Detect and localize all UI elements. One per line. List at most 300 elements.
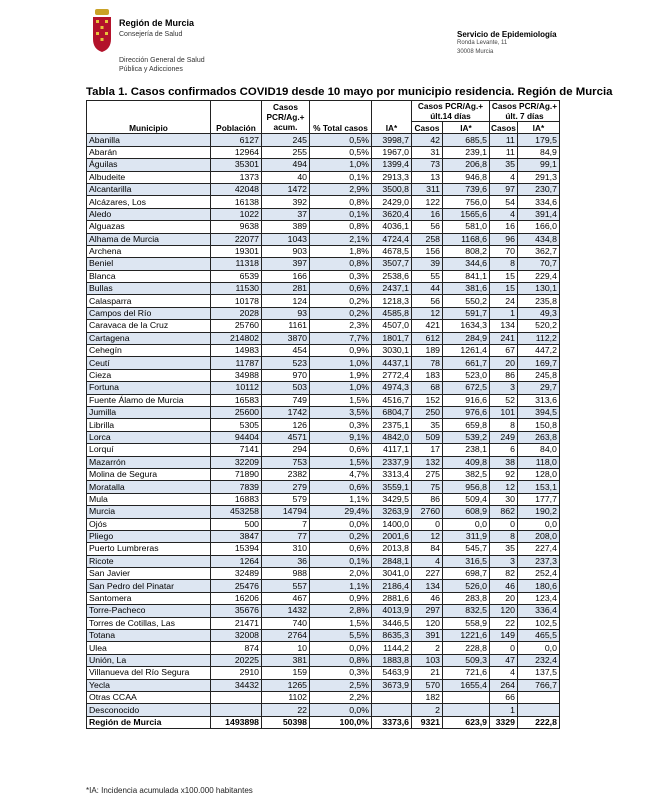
- table-row: [87, 394, 560, 406]
- cell-value: 4516,7: [372, 394, 412, 406]
- cell-value: 976,6: [443, 406, 490, 418]
- cell-value: 283,8: [443, 592, 490, 604]
- cell-value: 4842,0: [372, 431, 412, 443]
- cell-value: 97: [490, 183, 518, 195]
- cell-value: 1,0%: [310, 357, 372, 369]
- cell-value: 392: [262, 196, 310, 208]
- cell-value: 2,3%: [310, 320, 372, 332]
- service-address-2: 30008 Murcia: [457, 49, 494, 55]
- cell-municipio: Águilas: [87, 159, 211, 171]
- cell-value: 4,7%: [310, 468, 372, 480]
- cell-value: 4: [490, 171, 518, 183]
- table-row: [87, 468, 560, 480]
- cell-value: 15: [490, 270, 518, 282]
- cell-value: 1432: [262, 605, 310, 617]
- cell-value: 454: [262, 345, 310, 357]
- cell-value: 31: [412, 146, 443, 158]
- cell-value: 1,0%: [310, 382, 372, 394]
- cell-value: 70: [490, 245, 518, 257]
- table-row: [87, 481, 560, 493]
- table-row: [87, 171, 560, 183]
- footnote: *IA: Incidencia acumulada x100.000 habitantes: [86, 786, 253, 795]
- cell-value: 241: [490, 332, 518, 344]
- cell-municipio: Ricote: [87, 555, 211, 567]
- cell-value: 389: [262, 221, 310, 233]
- cell-value: 12964: [211, 146, 262, 158]
- cell-value: 3373,6: [372, 716, 412, 728]
- table-row: [87, 431, 560, 443]
- cell-value: 1264: [211, 555, 262, 567]
- cell-value: 509: [412, 431, 443, 443]
- cell-value: 8: [490, 258, 518, 270]
- cell-value: 1,9%: [310, 369, 372, 381]
- header-casos-acum: Casos PCR/Ag.+ acum.: [262, 101, 310, 134]
- cell-value: 182: [412, 691, 443, 703]
- cell-municipio: Campos del Río: [87, 307, 211, 319]
- cell-value: 0,2%: [310, 307, 372, 319]
- cell-value: 494: [262, 159, 310, 171]
- cell-value: 36: [262, 555, 310, 567]
- cell-value: 916,6: [443, 394, 490, 406]
- cell-value: 35: [412, 419, 443, 431]
- cell-value: 4678,5: [372, 245, 412, 257]
- cell-value: 232,4: [517, 654, 559, 666]
- cell-municipio: Alcantarilla: [87, 183, 211, 195]
- cell-value: 25476: [211, 580, 262, 592]
- cell-municipio: Torres de Cotillas, Las: [87, 617, 211, 629]
- cell-value: 229,4: [517, 270, 559, 282]
- cell-value: 166: [262, 270, 310, 282]
- cell-value: 2764: [262, 630, 310, 642]
- cell-value: 49,3: [517, 307, 559, 319]
- cell-value: 156: [412, 245, 443, 257]
- cell-value: [372, 691, 412, 703]
- cell-value: 1967,0: [372, 146, 412, 158]
- service-title: Servicio de Epidemiología: [457, 30, 557, 39]
- cell-value: [372, 704, 412, 716]
- cell-value: 22077: [211, 233, 262, 245]
- cell-value: 0,6%: [310, 283, 372, 295]
- cell-value: 336,4: [517, 605, 559, 617]
- cell-value: 56: [412, 221, 443, 233]
- header-pct-total: % Total casos: [310, 101, 372, 134]
- cell-value: 1565,6: [443, 208, 490, 220]
- cell-value: 313,6: [517, 394, 559, 406]
- cell-municipio: Torre-Pacheco: [87, 605, 211, 617]
- cell-value: 1,8%: [310, 245, 372, 257]
- cell-value: 84,0: [517, 444, 559, 456]
- cell-value: [443, 691, 490, 703]
- cell-value: 382,5: [443, 468, 490, 480]
- cell-value: 128,0: [517, 468, 559, 480]
- cell-value: 1,0%: [310, 159, 372, 171]
- table-row: [87, 642, 560, 654]
- cell-value: 2848,1: [372, 555, 412, 567]
- header-casos-14: Casos: [412, 122, 443, 134]
- table-row: [87, 419, 560, 431]
- table-row: [87, 221, 560, 233]
- cell-value: 11318: [211, 258, 262, 270]
- cell-value: 190,2: [517, 506, 559, 518]
- cell-value: 2337,9: [372, 456, 412, 468]
- cell-value: 75: [412, 481, 443, 493]
- cell-value: 0,0%: [310, 704, 372, 716]
- cell-municipio: Blanca: [87, 270, 211, 282]
- cell-value: 0: [412, 518, 443, 530]
- cell-value: 0,6%: [310, 444, 372, 456]
- cell-value: 4036,1: [372, 221, 412, 233]
- cell-value: 672,5: [443, 382, 490, 394]
- cell-value: 132: [412, 456, 443, 468]
- cell-value: 1043: [262, 233, 310, 245]
- cell-value: 3313,4: [372, 468, 412, 480]
- cell-municipio: Aledo: [87, 208, 211, 220]
- cell-value: 0,3%: [310, 419, 372, 431]
- cell-value: 0: [490, 642, 518, 654]
- cell-municipio: Desconocido: [87, 704, 211, 716]
- table-row: [87, 580, 560, 592]
- cell-value: 832,5: [443, 605, 490, 617]
- cell-municipio: Cehegín: [87, 345, 211, 357]
- cell-value: 20: [490, 592, 518, 604]
- cell-value: 34988: [211, 369, 262, 381]
- cell-value: 6539: [211, 270, 262, 282]
- cell-value: 294: [262, 444, 310, 456]
- cell-value: 29,7: [517, 382, 559, 394]
- cell-value: 0,5%: [310, 146, 372, 158]
- cell-municipio: Alguazas: [87, 221, 211, 233]
- cell-value: 2186,4: [372, 580, 412, 592]
- cell-municipio: Cartagena: [87, 332, 211, 344]
- cell-value: 3500,8: [372, 183, 412, 195]
- cell-value: 35676: [211, 605, 262, 617]
- cell-value: 0,2%: [310, 295, 372, 307]
- cell-municipio: Ceutí: [87, 357, 211, 369]
- cell-value: 4013,9: [372, 605, 412, 617]
- table-row: [87, 406, 560, 418]
- table-row: [87, 332, 560, 344]
- cell-value: 1265: [262, 679, 310, 691]
- cell-value: 13: [412, 171, 443, 183]
- cell-value: 1472: [262, 183, 310, 195]
- cell-municipio: San Javier: [87, 568, 211, 580]
- cell-value: 5463,9: [372, 667, 412, 679]
- cell-value: 4571: [262, 431, 310, 443]
- cell-value: 0,9%: [310, 592, 372, 604]
- cell-value: 42: [412, 134, 443, 146]
- cell-value: 2913,3: [372, 171, 412, 183]
- cell-value: 15: [490, 283, 518, 295]
- cell-value: 2,5%: [310, 679, 372, 691]
- cell-value: 3: [490, 382, 518, 394]
- table-row: [87, 159, 560, 171]
- table-row: [87, 270, 560, 282]
- cell-value: 3263,9: [372, 506, 412, 518]
- cell-municipio: Cieza: [87, 369, 211, 381]
- cell-municipio: Abanilla: [87, 134, 211, 146]
- cell-value: 227: [412, 568, 443, 580]
- cell-municipio: Mazarrón: [87, 456, 211, 468]
- cell-municipio: Puerto Lumbreras: [87, 543, 211, 555]
- cell-value: 3847: [211, 530, 262, 542]
- cell-value: 550,2: [443, 295, 490, 307]
- cell-value: 134: [490, 320, 518, 332]
- cell-value: 1: [490, 704, 518, 716]
- table-row: [87, 605, 560, 617]
- cell-value: 1,1%: [310, 580, 372, 592]
- cell-value: 11: [490, 146, 518, 158]
- cell-value: 2375,1: [372, 419, 412, 431]
- cell-value: 503: [262, 382, 310, 394]
- cell-value: 29,4%: [310, 506, 372, 518]
- cell-municipio: Lorca: [87, 431, 211, 443]
- cell-value: 120: [412, 617, 443, 629]
- cell-value: 4: [412, 555, 443, 567]
- cell-value: 239,1: [443, 146, 490, 158]
- cell-value: 67: [490, 345, 518, 357]
- cell-value: 16206: [211, 592, 262, 604]
- table-row: [87, 679, 560, 691]
- cell-value: 4437,1: [372, 357, 412, 369]
- cell-value: 4: [490, 208, 518, 220]
- cell-value: 447,2: [517, 345, 559, 357]
- table-row: [87, 530, 560, 542]
- cell-value: 189: [412, 345, 443, 357]
- cell-value: 169,7: [517, 357, 559, 369]
- cell-value: 0: [490, 518, 518, 530]
- cell-value: 15394: [211, 543, 262, 555]
- cell-value: 35: [490, 543, 518, 555]
- cell-value: 1218,3: [372, 295, 412, 307]
- cell-value: 557: [262, 580, 310, 592]
- cell-value: 2910: [211, 667, 262, 679]
- cell-value: 47: [490, 654, 518, 666]
- table-row: [87, 369, 560, 381]
- cell-value: 2772,4: [372, 369, 412, 381]
- cell-value: 1: [490, 307, 518, 319]
- cell-value: 12: [412, 307, 443, 319]
- cell-value: 126: [262, 419, 310, 431]
- cell-value: 94404: [211, 431, 262, 443]
- table-row: [87, 283, 560, 295]
- cell-municipio: Región de Murcia: [87, 716, 211, 728]
- cell-value: 122: [412, 196, 443, 208]
- cell-value: 235,8: [517, 295, 559, 307]
- cell-value: 2028: [211, 307, 262, 319]
- service-header: [457, 30, 557, 57]
- cell-municipio: Caravaca de la Cruz: [87, 320, 211, 332]
- cell-value: 44: [412, 283, 443, 295]
- cell-value: 38: [490, 456, 518, 468]
- region-murcia-logo: [91, 9, 113, 53]
- cell-municipio: Molina de Segura: [87, 468, 211, 480]
- cell-value: 612: [412, 332, 443, 344]
- cell-value: 237,3: [517, 555, 559, 567]
- cell-value: 311: [412, 183, 443, 195]
- cell-value: 10: [262, 642, 310, 654]
- table-row: [87, 307, 560, 319]
- cell-value: 397: [262, 258, 310, 270]
- cell-value: 523,0: [443, 369, 490, 381]
- cell-value: 25600: [211, 406, 262, 418]
- cell-value: 2538,6: [372, 270, 412, 282]
- cell-value: 50398: [262, 716, 310, 728]
- cell-value: 4507,0: [372, 320, 412, 332]
- cell-value: 214802: [211, 332, 262, 344]
- cell-value: 3041,0: [372, 568, 412, 580]
- cell-value: 11530: [211, 283, 262, 295]
- table-row: [87, 208, 560, 220]
- cell-value: 101: [490, 406, 518, 418]
- table-row: [87, 258, 560, 270]
- cell-value: 100,0%: [310, 716, 372, 728]
- cell-municipio: Otras CCAA: [87, 691, 211, 703]
- cell-value: 2760: [412, 506, 443, 518]
- region-header: [119, 18, 194, 40]
- cell-value: 22: [262, 704, 310, 716]
- table-row: [87, 568, 560, 580]
- cell-value: 4: [490, 667, 518, 679]
- table-row: [87, 345, 560, 357]
- cell-value: 137,5: [517, 667, 559, 679]
- cell-value: 1,5%: [310, 394, 372, 406]
- cell-municipio: Calasparra: [87, 295, 211, 307]
- cell-value: 0,8%: [310, 258, 372, 270]
- cell-value: 1,1%: [310, 493, 372, 505]
- cell-value: 159: [262, 667, 310, 679]
- cell-value: 0,0%: [310, 642, 372, 654]
- dg-line-1: Dirección General de Salud: [119, 57, 205, 64]
- cell-value: 0,3%: [310, 270, 372, 282]
- cell-value: 20: [490, 357, 518, 369]
- cell-value: 9,1%: [310, 431, 372, 443]
- cell-value: 24: [490, 295, 518, 307]
- table-row: [87, 543, 560, 555]
- cell-value: 21: [412, 667, 443, 679]
- cell-value: 874: [211, 642, 262, 654]
- cell-value: 228,8: [443, 642, 490, 654]
- cell-municipio: Fortuna: [87, 382, 211, 394]
- cell-value: 570: [412, 679, 443, 691]
- cell-value: 539,2: [443, 431, 490, 443]
- cell-value: 1221,6: [443, 630, 490, 642]
- header-ia: IA*: [372, 101, 412, 134]
- cell-value: 1493898: [211, 716, 262, 728]
- table-row: [87, 134, 560, 146]
- cell-value: 391,4: [517, 208, 559, 220]
- cell-value: 0,0%: [310, 518, 372, 530]
- cell-value: 311,9: [443, 530, 490, 542]
- cell-value: 9321: [412, 716, 443, 728]
- cell-value: 766,7: [517, 679, 559, 691]
- cell-value: 82: [490, 568, 518, 580]
- cell-value: 66: [490, 691, 518, 703]
- cell-value: 124: [262, 295, 310, 307]
- cell-value: 78: [412, 357, 443, 369]
- cell-value: 54: [490, 196, 518, 208]
- cell-municipio: Bullas: [87, 283, 211, 295]
- cell-value: 245,8: [517, 369, 559, 381]
- table-row: [87, 233, 560, 245]
- cell-value: 3429,5: [372, 493, 412, 505]
- table-body: [87, 134, 560, 729]
- cell-value: 721,6: [443, 667, 490, 679]
- table-row: [87, 667, 560, 679]
- table-row: [87, 654, 560, 666]
- cell-value: 381: [262, 654, 310, 666]
- cell-municipio: Moratalla: [87, 481, 211, 493]
- cell-value: 1655,4: [443, 679, 490, 691]
- table-row: [87, 245, 560, 257]
- cell-value: 310: [262, 543, 310, 555]
- cell-value: 12: [412, 530, 443, 542]
- cell-municipio: Librilla: [87, 419, 211, 431]
- table-row: [87, 357, 560, 369]
- cell-value: 35301: [211, 159, 262, 171]
- cell-value: 970: [262, 369, 310, 381]
- cell-municipio: Albudeite: [87, 171, 211, 183]
- cell-value: 71890: [211, 468, 262, 480]
- cell-value: 558,9: [443, 617, 490, 629]
- cell-value: 579: [262, 493, 310, 505]
- cell-value: 34432: [211, 679, 262, 691]
- table-row: [87, 506, 560, 518]
- cell-value: 3507,7: [372, 258, 412, 270]
- cell-value: 8635,3: [372, 630, 412, 642]
- cell-municipio: Lorquí: [87, 444, 211, 456]
- cell-value: 245: [262, 134, 310, 146]
- dg-line-2: Pública y Adicciones: [119, 66, 183, 73]
- cell-value: 3030,1: [372, 345, 412, 357]
- cell-value: 956,8: [443, 481, 490, 493]
- cell-value: 3998,7: [372, 134, 412, 146]
- header-poblacion: Población: [211, 101, 262, 134]
- cell-value: 32008: [211, 630, 262, 642]
- region-title: Región de Murcia: [119, 18, 195, 28]
- table-title: Tabla 1. Casos confirmados COVID19 desde 10 mayo por municipio residencia. Región de Murcia: [86, 86, 613, 98]
- cell-value: 264: [490, 679, 518, 691]
- cell-municipio: Archena: [87, 245, 211, 257]
- cell-value: 753: [262, 456, 310, 468]
- cell-value: 14983: [211, 345, 262, 357]
- cell-value: 42048: [211, 183, 262, 195]
- cell-value: 123,4: [517, 592, 559, 604]
- cell-municipio: Abarán: [87, 146, 211, 158]
- cell-value: 249: [490, 431, 518, 443]
- cell-value: 227,4: [517, 543, 559, 555]
- cell-value: 1,5%: [310, 456, 372, 468]
- header-ia-14: IA*: [443, 122, 490, 134]
- cell-value: 1801,7: [372, 332, 412, 344]
- cell-value: 4585,8: [372, 307, 412, 319]
- cell-value: 16138: [211, 196, 262, 208]
- cell-value: 685,5: [443, 134, 490, 146]
- cell-municipio: Fuente Álamo de Murcia: [87, 394, 211, 406]
- header-municipio: Municipio: [87, 101, 211, 134]
- cell-value: 35: [490, 159, 518, 171]
- cell-value: 334,6: [517, 196, 559, 208]
- cell-municipio: Pliego: [87, 530, 211, 542]
- cell-value: 21471: [211, 617, 262, 629]
- cell-value: 258: [412, 233, 443, 245]
- cell-value: 2881,6: [372, 592, 412, 604]
- cell-value: 0,0: [517, 642, 559, 654]
- cell-value: 16583: [211, 394, 262, 406]
- cell-value: 55: [412, 270, 443, 282]
- cell-value: 661,7: [443, 357, 490, 369]
- cell-value: 39: [412, 258, 443, 270]
- table-row: [87, 617, 560, 629]
